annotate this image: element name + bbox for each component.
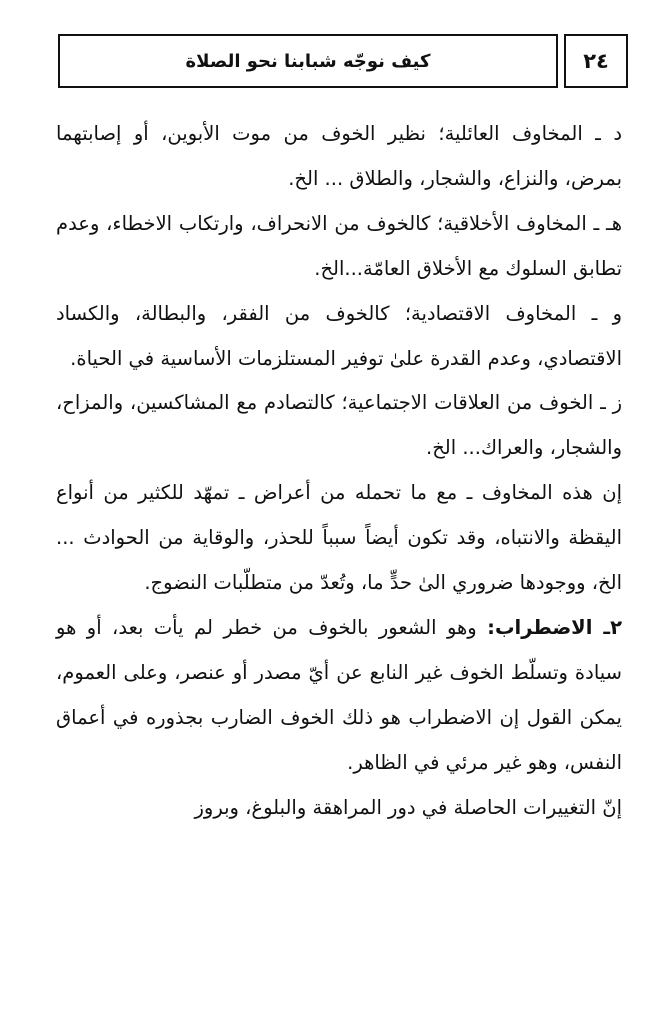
body-text	[56, 112, 622, 831]
paragraph-fears-summary	[56, 471, 622, 606]
paragraph-anxiety	[56, 606, 622, 786]
paragraph-family-fears	[56, 112, 622, 202]
paragraph-text: وهو الشعور بالخوف من خطر لم يأت بعد، أو هو سيادة وتسلّط الخوف غير النابع عن أيّ مصدر أو عنصر، وعلى العموم، يمكن القول إن الاضطراب هو ذلك الخوف الضارب بجذوره في أعماق النفس، وهو غير مرئي في الظاهر.	[56, 615, 622, 774]
paragraph-text: إن هذه المخاوف ـ مع ما تحمله من أعراض ـ تمهّد للكثير من أنواع اليقظة والانتباه، وقد تكون أيضاً سبباً للحذر، والوقاية من الحوادث ... الخ، ووجودها ضروري الىٰ حدٍّ ما، وتُعدّ من متطلّبات النضوج.	[56, 481, 622, 595]
paragraph-text: إنّ التغييرات الحاصلة في دور المراهقة والبلوغ، وبروز	[194, 795, 622, 819]
paragraph-text: و ـ المخاوف الاقتصادية؛ كالخوف من الفقر، والبطالة، والكساد الاقتصادي، وعدم القدرة علىٰ توفير المستلزمات الأساسية في الحياة.	[56, 301, 622, 370]
paragraph-social-fears	[56, 381, 622, 471]
paragraph-adolescence	[56, 786, 622, 831]
page-number: ٢٤	[564, 34, 628, 88]
paragraph-text: د ـ المخاوف العائلية؛ نظير الخوف من موت الأبوين، أو إصابتهما بمرض، والنزاع، والشجار، والطلاق ... الخ.	[56, 122, 622, 190]
paragraph-moral-fears	[56, 202, 622, 292]
paragraph-economic-fears	[56, 292, 622, 382]
page-header	[58, 34, 628, 88]
paragraph-text: ز ـ الخوف من العلاقات الاجتماعية؛ كالتصادم مع المشاكسين، والمزاح، والشجار، والعراك... الخ.	[56, 391, 622, 460]
paragraph-text: هـ ـ المخاوف الأخلاقية؛ كالخوف من الانحراف، وارتكاب الاخطاء، وعدم تطابق السلوك مع الأخلاق العامّة...الخ.	[56, 211, 622, 280]
running-title: كيف نوجّه شبابنا نحو الصلاة	[58, 34, 558, 88]
section-term: ٢ـ الاضطراب:	[487, 615, 622, 639]
